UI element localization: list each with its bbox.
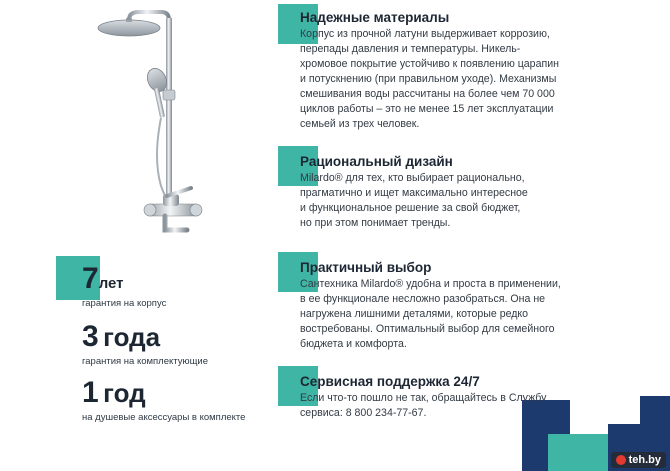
- warranty-unit: год: [103, 378, 146, 408]
- warranty-number: 7: [82, 262, 99, 295]
- teh-logo-icon: [616, 455, 626, 465]
- decor-teal-block: [548, 434, 608, 471]
- feature-rational-design: [300, 154, 610, 231]
- feature-practical-choice: [300, 260, 610, 352]
- warranty-caption: на душевые аксессуары в комплекте: [82, 412, 246, 423]
- feature-title: Практичный выбор: [300, 260, 432, 275]
- shower-system-illustration: [95, 8, 245, 248]
- feature-description: Milardo® для тех, кто выбирает рационально, прагматично и ищет максимально интересное и функциональное решение за свой бюджет, но при этом понимает тренды.: [300, 172, 528, 229]
- warranty-number: 1: [82, 376, 99, 409]
- warranty-number: 3: [82, 320, 99, 353]
- feature-description: Корпус из прочной латуни выдерживает коррозию, перепады давления и температуры. Никель- хромовое покрытие устойчиво к появлению царапин и потускнению (при правильном уходе). Механизмы смешивания воды рассчитаны на более чем 70 000 циклов работы – это не менее 15 лет эксплуатации семьей из трех человек.: [300, 28, 559, 130]
- feature-title: Сервисная поддержка 24/7: [300, 374, 480, 389]
- overhead-shower-head-icon: [98, 20, 160, 36]
- feature-description: Сантехника Milardo® удобна и проста в применении, в ее функционале несложно разобраться. Она не нагружена лишними деталями, которые редко востребованы. Оптимальный выбор для семейного бюджета и комфорта.: [300, 278, 561, 350]
- feature-description: Если что-то пошло не так, обращайтесь в Службу сервиса: 8 800 234-77-67.: [300, 392, 547, 419]
- watermark-text: teh.by: [628, 454, 661, 466]
- warranty-body: [82, 262, 166, 309]
- feature-service-support: [300, 374, 610, 421]
- warranty-caption: гарантия на корпус: [82, 298, 167, 309]
- site-watermark: [611, 452, 666, 468]
- warranty-caption: гарантия на комплектующие: [82, 356, 209, 367]
- mixer-tap-icon: [144, 188, 202, 230]
- feature-title: Надежные материалы: [300, 10, 450, 25]
- warranty-unit: лет: [98, 275, 124, 292]
- warranty-unit: года: [103, 322, 161, 352]
- warranty-components: [82, 320, 208, 367]
- feature-reliable-materials: [300, 10, 610, 132]
- warranty-accessories: [82, 376, 245, 423]
- feature-title: Рациональный дизайн: [300, 154, 453, 169]
